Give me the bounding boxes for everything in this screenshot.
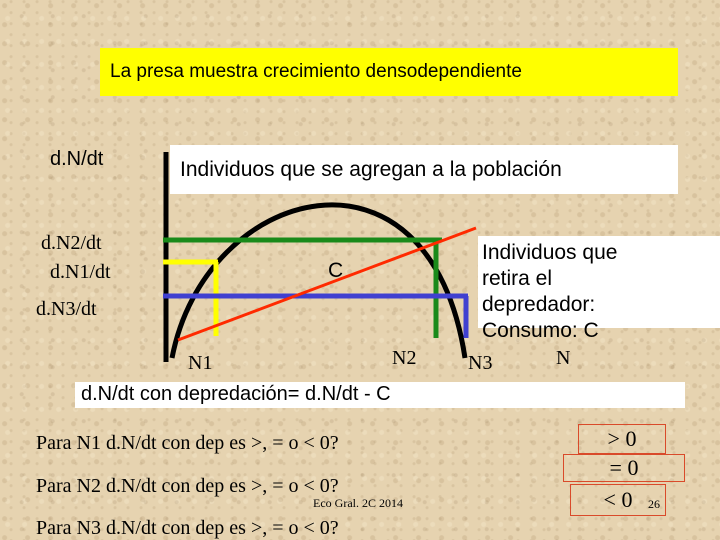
predator-line-3: depredador: [482, 293, 596, 316]
n1-label: N1 [188, 352, 213, 374]
predator-box-text [482, 240, 718, 344]
answer-n2: = 0 [563, 454, 685, 482]
condition-n2: Para N2 d.N/dt con dep es >, = o < 0? [36, 475, 339, 497]
c-label: C [328, 259, 344, 282]
dn2-label: d.N2/dt [41, 232, 102, 254]
formula-text: d.N/dt con depredación= d.N/dt - C [81, 383, 391, 405]
y-axis-label: d.N/dt [50, 148, 104, 170]
dn1-label: d.N1/dt [50, 261, 111, 283]
x-axis-label: N [556, 347, 571, 369]
n3-label: N3 [468, 352, 493, 374]
predator-line-2: retira el [482, 267, 553, 290]
condition-n3: Para N3 d.N/dt con dep es >, = o < 0? [36, 517, 339, 539]
population-box-text: Individuos que se agregan a la población [180, 157, 562, 181]
n2-label: N2 [392, 347, 417, 369]
dn3-label: d.N3/dt [36, 298, 97, 320]
answer-n3: < 0 [570, 484, 666, 516]
condition-n1: Para N1 d.N/dt con dep es >, = o < 0? [36, 432, 339, 454]
predator-line-4: Consumo: C [482, 319, 599, 342]
footer-text: Eco Gral. 2C 2014 [313, 496, 403, 510]
page-number: 26 [648, 497, 660, 511]
answer-n1: > 0 [578, 424, 666, 454]
title-text: La presa muestra crecimiento densodependiente [110, 61, 522, 82]
consumption-line [178, 228, 476, 340]
predator-line-1: Individuos que [482, 241, 618, 264]
